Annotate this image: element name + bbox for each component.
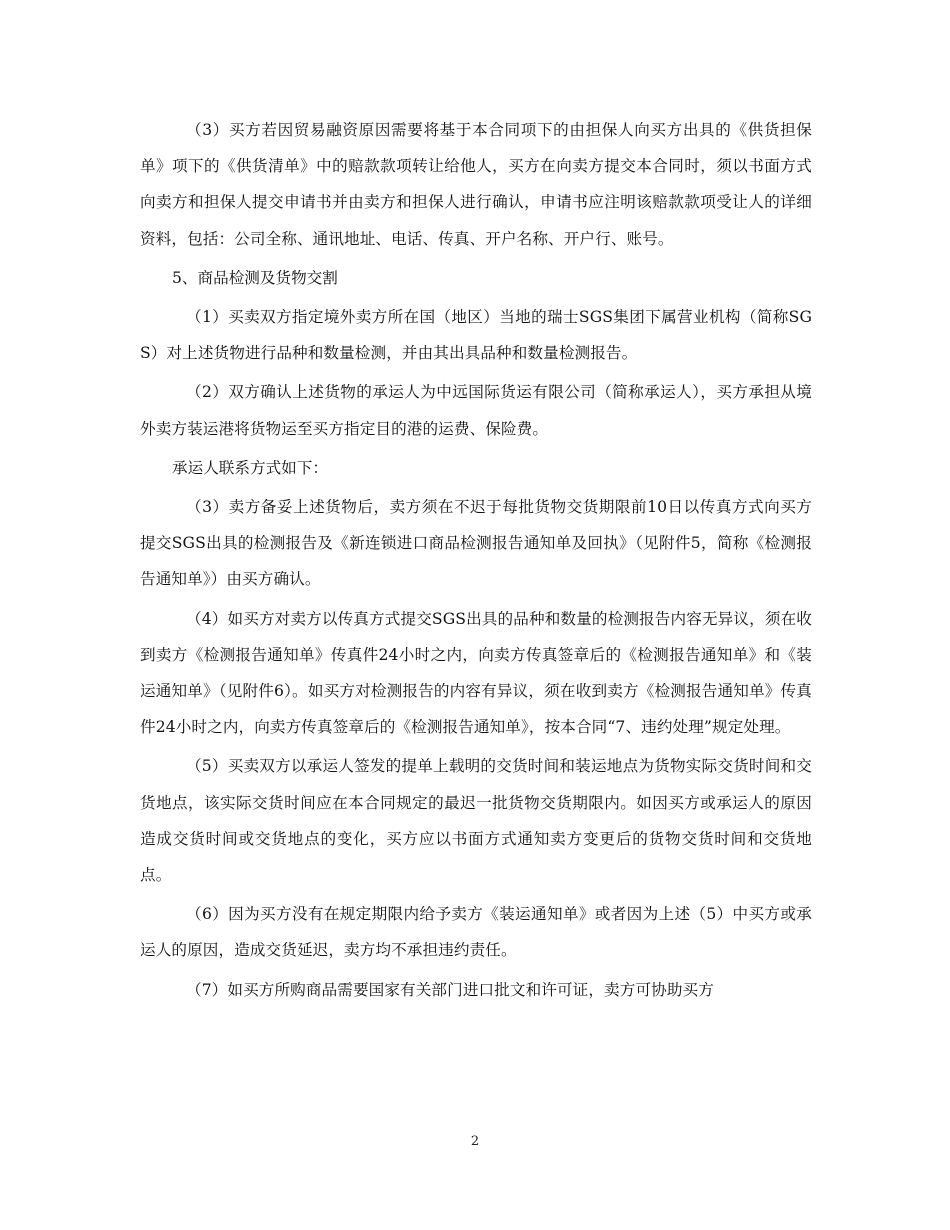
carrier-contact-label: 承运人联系方式如下： bbox=[172, 458, 328, 477]
page-number: 2 bbox=[470, 1134, 480, 1149]
paragraph-clause-4-objection: （4）如买方对卖方以传真方式提交SGS出具的品种和数量的检测报告内容无异议，须在收到卖方《检测报告通知单》传真件24小时之内，向卖方传真签章后的《检测报告通知单》和《装运通知单》（见附件6）。如买方对检测报告的内容有异议，须在收到卖方《检测报告通知单》传真件24小时之内，向卖方传真签章后的《检测报告通知单》，按本合同“7、违约处理”规定处理。 bbox=[140, 609, 812, 737]
document-body bbox=[140, 112, 812, 1011]
paragraph-clause-7-license: （7）如买方所购商品需要国家有关部门进口批文和许可证，卖方可协助买方 bbox=[186, 980, 714, 999]
paragraph-clause-3-report: （3）卖方备妥上述货物后，卖方须在不迟于每批货物交货期限前10日以传真方式向买方提交SGS出具的检测报告及《新连锁进口商品检测报告通知单及回执》（见附件5，简称《检测报告通知单》）由买方确认。 bbox=[140, 498, 812, 589]
paragraph-clause-2-carrier: （2）双方确认上述货物的承运人为中远国际货运有限公司（简称承运人），买方承担从境外卖方装运港将货物运至买方指定目的港的运费、保险费。 bbox=[140, 383, 812, 438]
paragraph-clause-3-transfer: （3）买方若因贸易融资原因需要将基于本合同项下的由担保人向买方出具的《供货担保单》项下的《供货清单》中的赔款款项转让给他人，买方在向卖方提交本合同时，须以书面方式向卖方和担保人提交申请书并由卖方和担保人进行确认，申请书应注明该赔款款项受让人的详细资料，包括：公司全称、通讯地址、电话、传真、开户名称、开户行、账号。 bbox=[140, 121, 812, 248]
section-heading-inspection: 5、商品检测及货物交割 bbox=[172, 268, 338, 287]
paragraph-clause-5-delivery: （5）买卖双方以承运人签发的提单上载明的交货时间和装运地点为货物实际交货时间和交货地点，该实际交货时间应在本合同规定的最迟一批货物交货期限内。如因买方或承运人的原因造成交货时间或交货地点的变化，买方应以书面方式通知卖方变更后的货物交货时间和交货地点。 bbox=[140, 757, 812, 885]
paragraph-clause-1-sgs: （1）买卖双方指定境外卖方所在国（地区）当地的瑞士SGS集团下属营业机构（简称SGS）对上述货物进行品种和数量检测，并由其出具品种和数量检测报告。 bbox=[140, 308, 812, 363]
paragraph-clause-6-delay: （6）因为买方没有在规定期限内给予卖方《装运通知单》或者因为上述（5）中买方或承运人的原因，造成交货延迟，卖方均不承担违约责任。 bbox=[140, 905, 812, 960]
